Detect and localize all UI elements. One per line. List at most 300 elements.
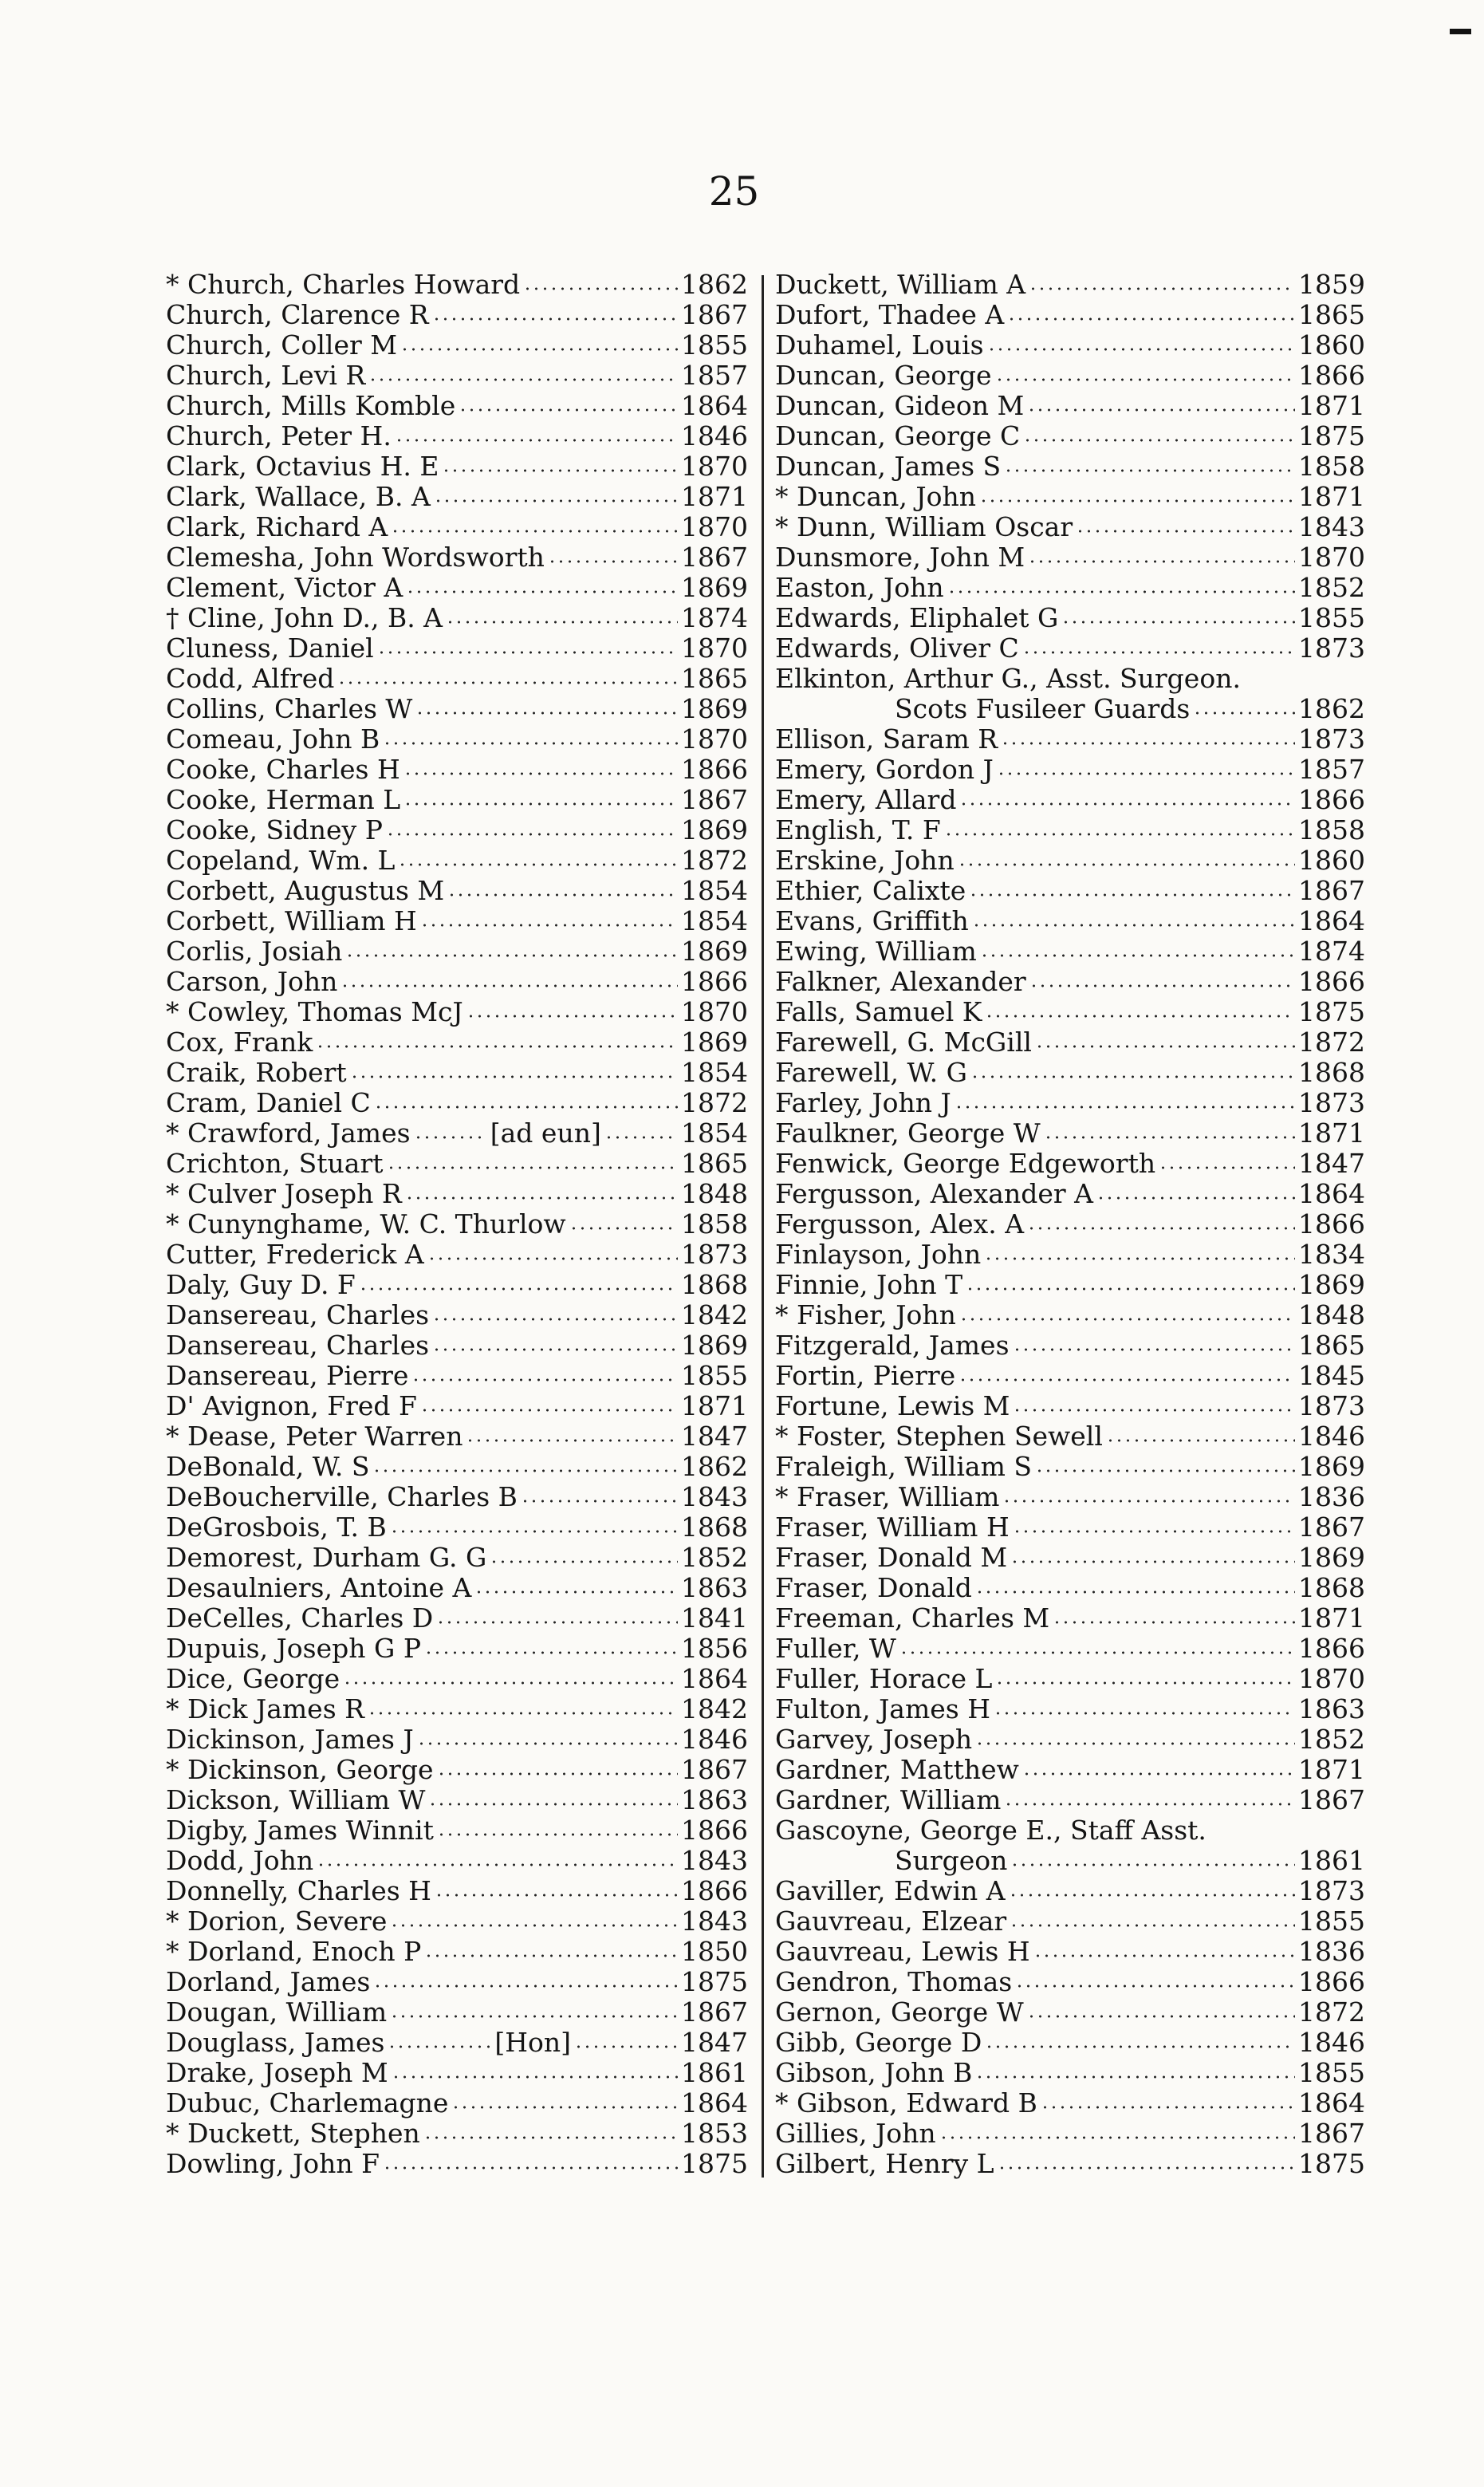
dot-leader (966, 1286, 1295, 1292)
register-entry (166, 1512, 748, 1543)
dot-leader (959, 801, 1295, 807)
entry-name: * Dorland, Enoch P (166, 1936, 422, 1967)
entry-name: Fraser, Donald (775, 1572, 972, 1603)
dot-leader (414, 1134, 487, 1141)
register-entry (775, 1118, 1365, 1149)
register-entry (166, 724, 748, 755)
dot-leader (392, 2074, 678, 2080)
entry-year: 1875 (1298, 2148, 1365, 2179)
entry-year: 1867 (681, 784, 748, 815)
entry-name: DeGrosbois, T. B (166, 1512, 387, 1543)
dot-leader (1010, 1862, 1295, 1868)
entry-year: 1860 (1298, 329, 1365, 361)
register-entry (775, 967, 1365, 997)
entry-name: * Fisher, John (775, 1299, 956, 1330)
entry-year: 1872 (1298, 1996, 1365, 2028)
entry-name: Edwards, Eliphalet G (775, 602, 1059, 633)
entry-name: Church, Clarence R (166, 299, 429, 330)
entry-year: 1836 (1298, 1936, 1365, 1967)
dot-leader (975, 1589, 1295, 1595)
entry-year: 1863 (681, 1784, 748, 1815)
entry-name: Finlayson, John (775, 1239, 982, 1270)
dot-leader (1004, 467, 1295, 474)
dot-leader (995, 376, 1295, 383)
entry-year: 1869 (681, 1330, 748, 1361)
register-entry (166, 1088, 748, 1118)
entry-name: Easton, John (775, 572, 944, 603)
entry-year: 1864 (681, 2087, 748, 2118)
register-entry (166, 1997, 748, 2028)
dot-leader (386, 831, 678, 838)
dot-leader (372, 1468, 678, 1474)
entry-year: 1869 (1298, 1542, 1365, 1573)
page-number: 25 (708, 168, 760, 215)
register-entry (775, 1088, 1365, 1118)
dot-leader (1027, 1225, 1295, 1232)
entry-name: * Duncan, John (775, 481, 976, 512)
register-entry (775, 1209, 1365, 1240)
dot-leader (368, 1710, 678, 1716)
entry-year: 1873 (1298, 1875, 1365, 1906)
entry-name: Evans, Griffith (775, 905, 969, 936)
dot-leader (969, 892, 1295, 898)
entry-year: 1869 (681, 1027, 748, 1058)
entry-name: Cooke, Herman L (166, 784, 401, 815)
dot-leader (474, 1589, 678, 1595)
entry-year: 1854 (681, 875, 748, 906)
dot-leader (947, 589, 1295, 595)
register-entry (166, 1240, 748, 1270)
entry-year: 1846 (1298, 1421, 1365, 1452)
register-entry (775, 573, 1365, 603)
register-entry (775, 876, 1365, 906)
dot-leader (437, 1771, 679, 1777)
dot-leader (383, 2165, 678, 2171)
register-entry (775, 1543, 1365, 1573)
entry-name: Duncan, Gideon M (775, 390, 1025, 421)
dot-leader (350, 1074, 678, 1080)
register-entry (775, 633, 1365, 664)
register-entry (166, 1846, 748, 1876)
entry-year: 1846 (681, 1724, 748, 1755)
dot-leader (1002, 1498, 1295, 1504)
entry-year: 1865 (1298, 299, 1365, 330)
entry-name: Gibb, George D (775, 2027, 982, 2058)
register-entry (166, 1724, 748, 1755)
entry-year: 1857 (681, 360, 748, 391)
dot-leader (424, 1649, 678, 1656)
dot-leader (979, 498, 1295, 504)
register-entry (775, 1270, 1365, 1300)
entry-name: * Dease, Peter Warren (166, 1421, 463, 1452)
dot-leader (1035, 1468, 1295, 1474)
dot-leader (980, 952, 1295, 959)
dot-leader (427, 1255, 678, 1262)
entry-name: Cluness, Daniel (166, 633, 374, 664)
entry-year: 1866 (1298, 784, 1365, 815)
entry-name: Clark, Octavius H. E (166, 451, 439, 482)
entry-name: Fulton, James H (775, 1693, 990, 1724)
dot-leader (432, 316, 678, 322)
register-entry (775, 815, 1365, 845)
entry-year: 1867 (1298, 875, 1365, 906)
entry-name: * Duckett, Stephen (166, 2118, 420, 2149)
register-entry (166, 603, 748, 633)
entry-year: 1874 (1298, 936, 1365, 967)
entry-year: 1864 (1298, 1178, 1365, 1209)
dot-leader (998, 2165, 1295, 2171)
entry-year: 1855 (681, 329, 748, 361)
entry-year: 1846 (1298, 2027, 1365, 2058)
dot-leader (1027, 407, 1295, 413)
entry-year: 1866 (1298, 360, 1365, 391)
entry-note: [ad eun] (490, 1117, 601, 1149)
dot-leader (1022, 649, 1295, 656)
entry-year: 1843 (681, 1906, 748, 1937)
register-entry (166, 512, 748, 542)
entry-name: * Gibson, Edward B (775, 2087, 1037, 2118)
register-entry (166, 1361, 748, 1391)
entry-name: Dansereau, Pierre (166, 1360, 409, 1391)
register-entry (166, 1937, 748, 1967)
entry-name: Emery, Gordon J (775, 754, 994, 785)
dot-leader (428, 1801, 678, 1807)
register-entry (775, 1967, 1365, 1997)
entry-name: Fergusson, Alex. A (775, 1208, 1025, 1240)
entry-year: 1847 (1298, 1148, 1365, 1179)
register-entry (166, 1906, 748, 1937)
dot-leader (569, 1225, 678, 1232)
register-entry (775, 785, 1365, 815)
register-entry (775, 1361, 1365, 1391)
entry-name: * Dickinson, George (166, 1754, 434, 1785)
register-entry (166, 1149, 748, 1179)
entry-year: 1869 (681, 693, 748, 724)
entry-year: 1858 (1298, 451, 1365, 482)
entry-name: Church, Peter H. (166, 420, 392, 451)
dot-leader (975, 1740, 1295, 1747)
entry-name: Dowling, John F (166, 2148, 380, 2179)
register-entry (166, 936, 748, 967)
entry-year: 1866 (681, 966, 748, 997)
entry-year: 1867 (1298, 2118, 1365, 2149)
register-entry (775, 2088, 1365, 2118)
entry-name: Finnie, John T (775, 1269, 963, 1300)
entry-name: * Crawford, James (166, 1117, 411, 1149)
register-entry (775, 1149, 1365, 1179)
entry-year: 1866 (681, 754, 748, 785)
entry-name: Cooke, Charles H (166, 754, 400, 785)
corner-dash-mark (1450, 29, 1471, 34)
dot-leader (939, 2134, 1295, 2141)
register-entry (166, 1179, 748, 1209)
entry-name: Carson, John (166, 966, 338, 997)
register-entry (166, 2028, 748, 2058)
register-entry (166, 1452, 748, 1482)
entry-year: 1864 (681, 390, 748, 421)
register-entry (775, 1724, 1365, 1755)
dot-leader (345, 952, 678, 959)
register-entry (166, 785, 748, 815)
entry-year: 1848 (1298, 1299, 1365, 1330)
register-entry (166, 755, 748, 785)
entry-year: 1865 (1298, 1330, 1365, 1361)
dot-leader (406, 589, 678, 595)
entry-name: Dickson, William W (166, 1784, 426, 1815)
entry-name: Craik, Robert (166, 1057, 347, 1088)
entry-name: Duncan, George (775, 360, 992, 391)
register-entry (166, 1027, 748, 1058)
entry-year: 1867 (1298, 1512, 1365, 1543)
entry-name: Clark, Wallace, B. A (166, 481, 431, 512)
dot-leader (1010, 1922, 1295, 1929)
dot-leader (420, 1407, 678, 1413)
entry-name: Gauvreau, Elzear (775, 1906, 1007, 1937)
entry-name: Dorland, James (166, 1966, 371, 1997)
entry-year: 1855 (1298, 2057, 1365, 2088)
register-entry (166, 876, 748, 906)
entry-name: Gibson, John B (775, 2057, 973, 2088)
entry-name: Dansereau, Charles (166, 1299, 430, 1330)
entry-year: 1843 (681, 1481, 748, 1512)
register-entry (775, 1300, 1365, 1330)
dot-leader (995, 1680, 1295, 1686)
dot-leader (1007, 316, 1295, 322)
entry-year: 1868 (1298, 1057, 1365, 1088)
entry-name: * Dick James R (166, 1693, 364, 1724)
register-entry (166, 1573, 748, 1603)
entry-name: Donnelly, Charles H (166, 1875, 431, 1906)
dot-leader (1159, 1165, 1295, 1171)
register-entry (775, 1240, 1365, 1270)
entry-name: Gilbert, Henry L (775, 2148, 994, 2179)
register-entry (775, 1573, 1365, 1603)
entry-name: Gardner, Matthew (775, 1754, 1019, 1785)
entry-year: 1870 (681, 451, 748, 482)
entry-year: 1855 (1298, 1906, 1365, 1937)
entry-year: 1869 (681, 572, 748, 603)
entry-year: 1866 (681, 1875, 748, 1906)
dot-leader (390, 2013, 678, 2020)
register-entry (775, 906, 1365, 936)
register-entry (166, 330, 748, 361)
entry-year: 1841 (681, 1602, 748, 1634)
register-entry (166, 361, 748, 391)
entry-name: Fuller, Horace L (775, 1663, 993, 1694)
column-divider (762, 275, 764, 2178)
entry-name: * Fraser, William (775, 1481, 1000, 1512)
entry-name: Drake, Joseph M (166, 2057, 388, 2088)
entry-year: 1873 (1298, 1087, 1365, 1118)
register-entry (775, 1997, 1365, 2028)
entry-year: 1847 (681, 1421, 748, 1452)
entry-name: Fortin, Pierre (775, 1360, 956, 1391)
dot-leader (423, 2134, 678, 2141)
entry-name: DeBonald, W. S (166, 1451, 370, 1482)
dot-leader (1004, 1801, 1295, 1807)
dot-leader (1061, 619, 1295, 625)
entry-year: 1846 (681, 420, 748, 451)
register-entry (166, 1300, 748, 1330)
entry-name: Clement, Victor A (166, 572, 403, 603)
entry-name: Church, Coller M (166, 329, 398, 361)
entry-name: Faulkner, George W (775, 1117, 1041, 1149)
register-entry (166, 451, 748, 482)
entry-name: Elkinton, Arthur G., Asst. Surgeon. (775, 663, 1241, 694)
entry-name: Cram, Daniel C (166, 1087, 371, 1118)
entry-year: 1871 (1298, 1602, 1365, 1634)
entry-name: Fraser, William H (775, 1512, 1010, 1543)
entry-name: Duhamel, Louis (775, 329, 984, 361)
register-entry (775, 1785, 1365, 1815)
entry-year: 1842 (681, 1693, 748, 1724)
dot-leader (1053, 1619, 1295, 1626)
dot-leader (970, 1074, 1295, 1080)
register-entry (166, 1482, 748, 1512)
register-entry (775, 1512, 1365, 1543)
register-entry (775, 997, 1365, 1027)
dot-leader (574, 2044, 678, 2050)
entry-name: Cutter, Frederick A (166, 1239, 424, 1270)
entry-year: 1843 (681, 1845, 748, 1876)
register-entry (775, 603, 1365, 633)
register-entry (166, 694, 748, 724)
dot-leader (958, 1377, 1295, 1383)
register-entry (775, 1421, 1365, 1452)
register-entry (775, 1906, 1365, 1937)
entry-name: Desaulniers, Antoine A (166, 1572, 472, 1603)
entry-year: 1869 (1298, 1451, 1365, 1482)
dot-leader (1009, 1892, 1295, 1898)
entry-year: 1866 (1298, 1966, 1365, 1997)
entry-year: 1855 (1298, 602, 1365, 633)
dot-leader (415, 710, 678, 716)
entry-year: 1847 (681, 2027, 748, 2058)
entry-name: Dufort, Thadee A (775, 299, 1005, 330)
entry-year: 1875 (1298, 420, 1365, 451)
entry-name: Dougan, William (166, 1996, 388, 2028)
entry-year: 1848 (681, 1178, 748, 1209)
register-entry (775, 300, 1365, 330)
register-entry (775, 1937, 1365, 1967)
register-entry (166, 1603, 748, 1634)
entry-name: Erskine, John (775, 845, 955, 876)
register-entry (775, 1634, 1365, 1664)
register-entry (166, 2149, 748, 2179)
dot-leader (959, 1316, 1295, 1322)
entry-year: 1850 (681, 1936, 748, 1967)
dot-leader (1033, 1953, 1295, 1959)
register-entry (166, 997, 748, 1027)
entry-name: * Culver Joseph R (166, 1178, 402, 1209)
dot-leader (997, 771, 1295, 777)
dot-leader (434, 498, 678, 504)
entry-name: Corlis, Josiah (166, 936, 343, 967)
entry-name: Dupuis, Joseph G P (166, 1633, 422, 1664)
dot-leader (548, 558, 678, 565)
entry-year: 1869 (681, 936, 748, 967)
register-entry (166, 967, 748, 997)
dot-leader (1023, 437, 1295, 443)
register-entry (166, 1694, 748, 1724)
register-entry (166, 1421, 748, 1452)
dot-leader (442, 467, 678, 474)
entry-year: 1875 (1298, 996, 1365, 1027)
entry-name: Garvey, Joseph (775, 1724, 973, 1755)
register-entry (166, 391, 748, 421)
entry-year: 1873 (681, 1239, 748, 1270)
entry-year: 1842 (681, 1299, 748, 1330)
entry-name: English, T. F (775, 814, 941, 845)
entry-year: 1866 (1298, 966, 1365, 997)
entry-year: 1836 (1298, 1481, 1365, 1512)
entry-year: 1873 (1298, 1390, 1365, 1421)
entry-name: DeBoucherville, Charles B (166, 1481, 518, 1512)
entry-name: Cooke, Sidney P (166, 814, 383, 845)
register-entry (166, 542, 748, 573)
register-entry (775, 1755, 1365, 1785)
register-entry (166, 1270, 748, 1300)
dot-leader (337, 680, 678, 686)
dot-leader (987, 346, 1295, 353)
entry-year: 1856 (681, 1633, 748, 1664)
dot-leader (359, 1286, 678, 1292)
register-entry (166, 1543, 748, 1573)
entry-name: D' Avignon, Fred F (166, 1390, 417, 1421)
dot-leader (451, 2104, 678, 2111)
dot-leader (387, 1165, 679, 1171)
dot-leader (1015, 1983, 1295, 1989)
dot-leader (985, 2044, 1295, 2050)
dot-leader (1022, 1771, 1295, 1777)
dot-leader (417, 1740, 678, 1747)
register-entry (775, 330, 1365, 361)
entry-name: Fortune, Lewis M (775, 1390, 1010, 1421)
entry-year: 1869 (1298, 1269, 1365, 1300)
entry-name: Cox, Frank (166, 1027, 313, 1058)
entry-year: 1868 (681, 1512, 748, 1543)
dot-leader (1001, 740, 1295, 747)
register-entry (775, 1694, 1365, 1724)
dot-leader (317, 1862, 678, 1868)
entry-year: 1863 (1298, 1693, 1365, 1724)
dot-leader (400, 346, 678, 353)
entry-name: Duncan, George C (775, 420, 1021, 451)
entry-year: 1863 (681, 1572, 748, 1603)
dot-leader (403, 801, 678, 807)
entry-year: 1854 (681, 1057, 748, 1088)
entry-name: Comeau, John B (166, 723, 380, 755)
register-entry (775, 724, 1365, 755)
register-entry (775, 1815, 1365, 1846)
entry-name: Ewing, William (775, 936, 977, 967)
dot-leader (972, 922, 1295, 928)
entry-name: Dice, George (166, 1663, 340, 1694)
entry-name: Dubuc, Charlemagne (166, 2087, 449, 2118)
entry-name: Collins, Charles W (166, 693, 413, 724)
entry-name: Dunsmore, John M (775, 542, 1025, 573)
entry-name: Gascoyne, George E., Staff Asst. (775, 1815, 1206, 1846)
register-entry (775, 1179, 1365, 1209)
entry-name: Crichton, Stuart (166, 1148, 384, 1179)
dot-leader (975, 2074, 1295, 2080)
entry-name: Gillies, John (775, 2118, 936, 2149)
dot-leader (391, 528, 678, 534)
register-entry (775, 1876, 1365, 1906)
dot-leader (388, 2044, 491, 2050)
entry-year: 1875 (681, 1966, 748, 1997)
register-entry (166, 2088, 748, 2118)
